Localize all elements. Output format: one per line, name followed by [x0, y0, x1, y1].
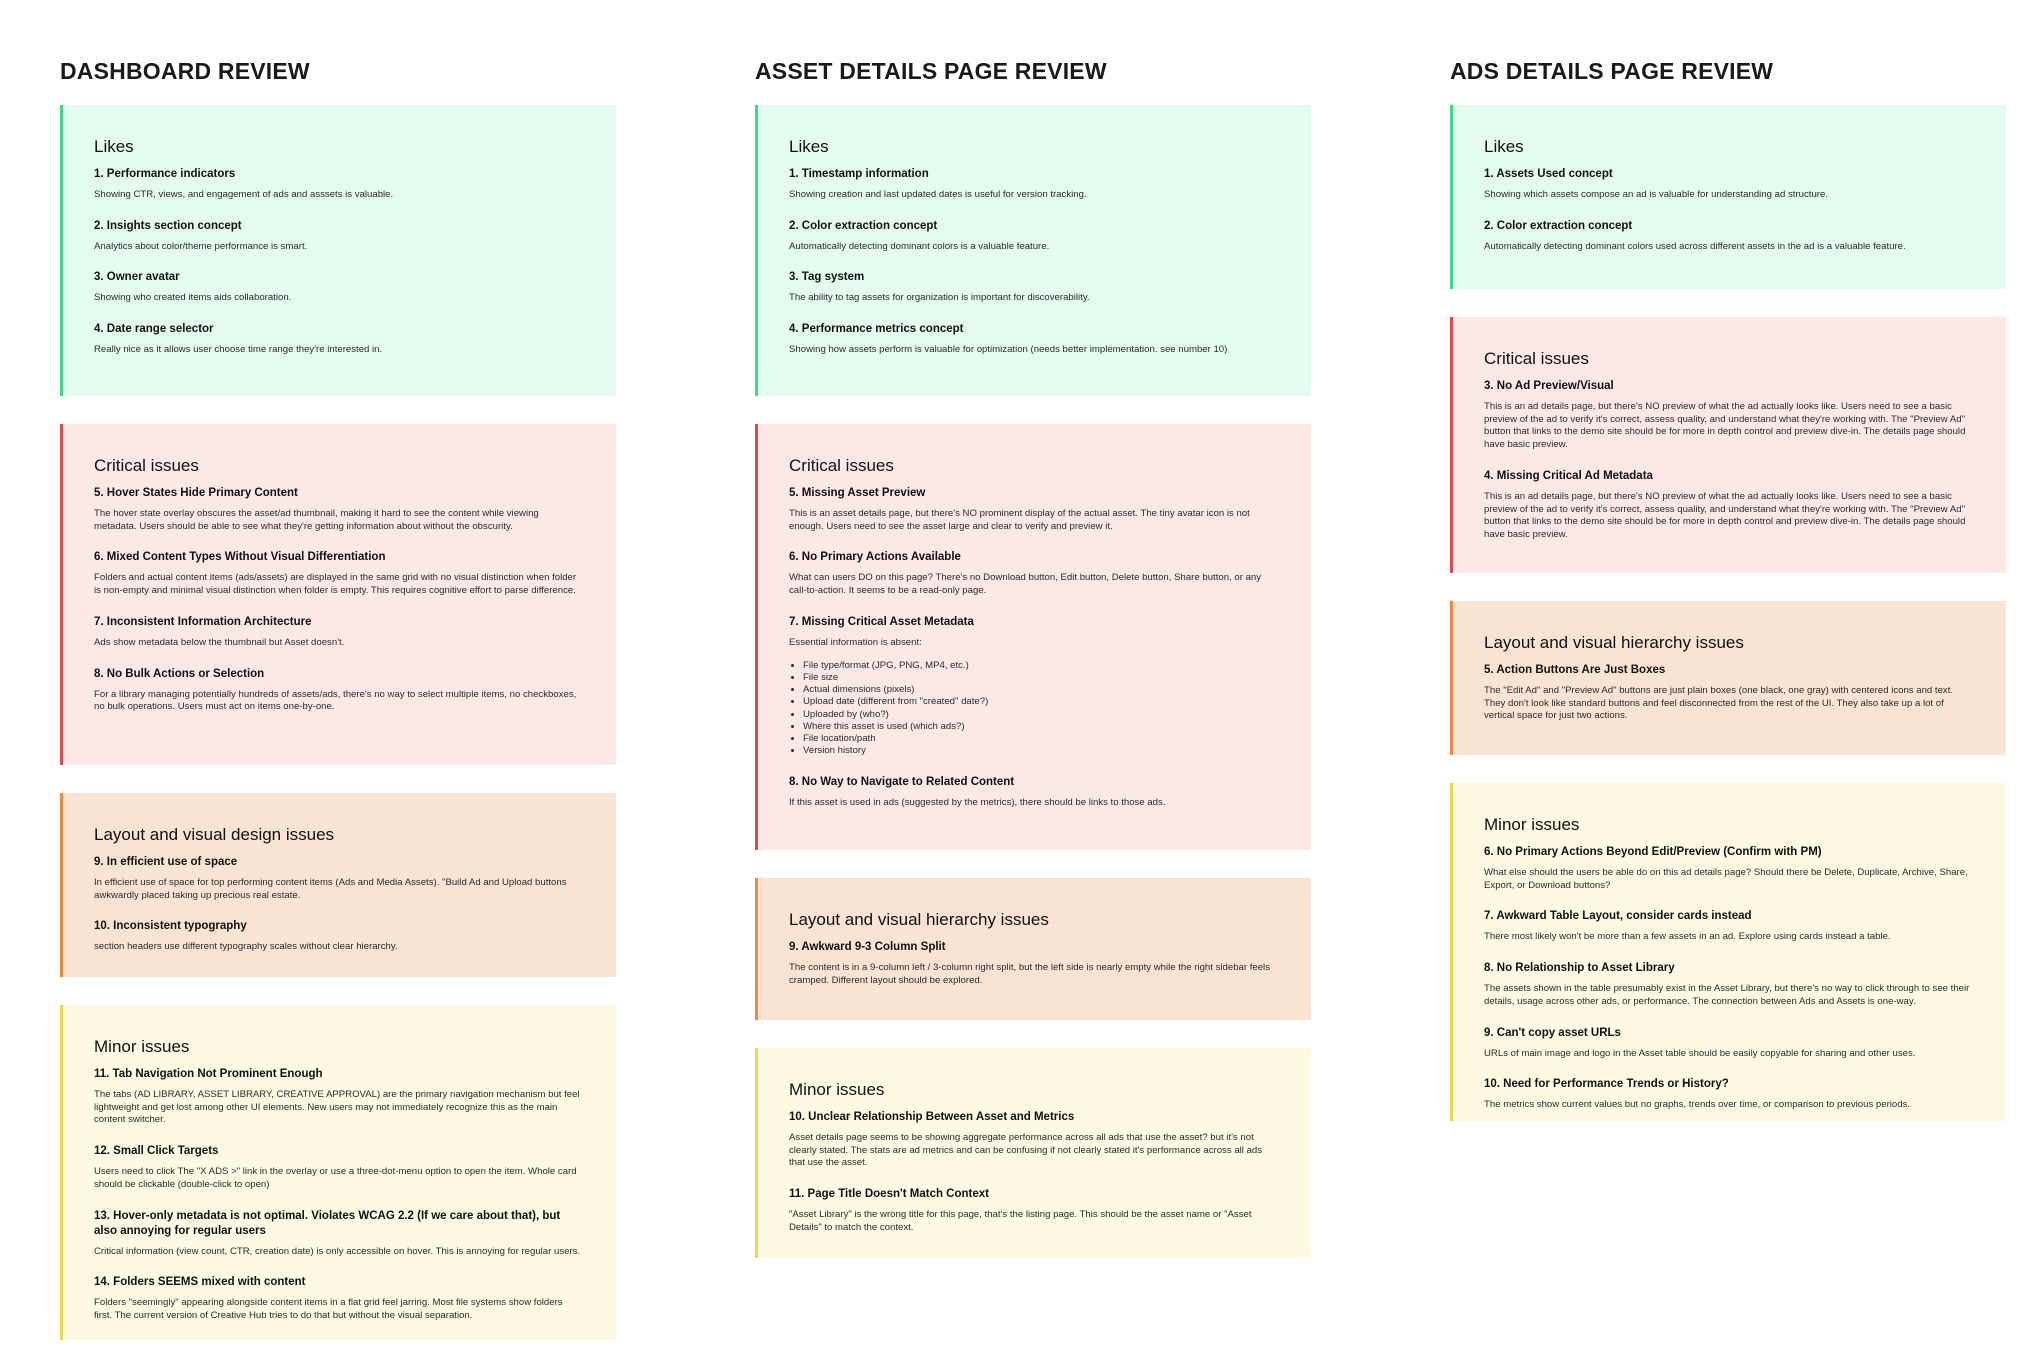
item-description: If this asset is used in ads (suggested by the metrics), there should be links to those ads. — [789, 796, 1166, 808]
item-description: The "Edit Ad" and "Preview Ad" buttons are just plain boxes (one black, one gray) with centered icons and text. They don't look like standard buttons and feel disconnected from the rest of the UI. They also take up a lot of vertical space for just two actions. — [1484, 684, 1954, 722]
item-title: 4. Performance metrics concept — [789, 323, 964, 336]
column-title: DASHBOARD REVIEW — [60, 58, 310, 84]
item-title: 8. No Relationship to Asset Library — [1484, 962, 1675, 975]
list-item — [1484, 469, 1972, 542]
list-item — [1484, 845, 1972, 892]
card-heading: Minor issues — [789, 1080, 885, 1099]
item-title: 11. Tab Navigation Not Prominent Enough — [94, 1068, 323, 1080]
item-title: 9. In efficient use of space — [94, 856, 238, 868]
item-description: URLs of main image and logo in the Asset table should be easily copyable for sharing and other uses. — [1484, 1047, 1916, 1059]
item-title: 9. Can't copy asset URLs — [1484, 1026, 1621, 1039]
minor-issues-card — [755, 1048, 1311, 1258]
list-item — [789, 322, 1277, 357]
list-item — [94, 667, 582, 714]
item-title: 7. Inconsistent Information Architecture — [94, 615, 312, 628]
item-description: Showing creation and last updated dates is useful for version tracking. — [789, 188, 1087, 200]
card-heading: Minor issues — [94, 1037, 190, 1056]
list-item — [1484, 1077, 1972, 1112]
list-item — [1484, 219, 1972, 254]
item-description: In efficient use of space for top performing content items (Ads and Media Assets). "Build Ad and Upload buttons awkwardly placed taking up precious real estate. — [94, 876, 567, 901]
list-item — [789, 270, 1277, 305]
list-item — [789, 219, 1277, 254]
item-title: 9. Awkward 9-3 Column Split — [789, 941, 946, 953]
item-title: 10. Need for Performance Trends or History? — [1484, 1078, 1729, 1091]
item-description: Analytics about color/theme performance is smart. — [94, 240, 308, 252]
item-description: Folders "seemingly" appearing alongside content items in a flat grid feel jarring. Most file systems show folders first. The current version of Creative Hub tries to do that but without the visual separation. — [94, 1297, 563, 1321]
list-bullet: • Uploaded by (who?) — [803, 709, 1277, 721]
list-bullet: • File location/path — [803, 733, 1277, 745]
item-title: 11. Page Title Doesn't Match Context — [789, 1188, 989, 1201]
item-title: 3. Owner avatar — [94, 271, 180, 284]
item-description: Automatically detecting dominant colors is a valuable feature. — [789, 240, 1050, 252]
list-item — [1484, 909, 1972, 944]
item-description: The hover state overlay obscures the asset/ad thumbnail, making it hard to see the content while viewing metadata. Users should be able to see what they're getting information about without the obscurity. — [94, 507, 539, 532]
item-description: section headers use different typography scales without clear hierarchy. — [94, 941, 398, 953]
item-title: 2. Color extraction concept — [789, 219, 938, 232]
list-item — [1484, 379, 1972, 452]
list-bullet: • Where this asset is used (which ads?) — [803, 721, 1277, 733]
column-title: ASSET DETAILS PAGE REVIEW — [755, 58, 1107, 84]
item-description: Really nice as it allows user choose time range they're interested in. — [94, 344, 383, 355]
item-title: 10. Inconsistent typography — [94, 920, 247, 933]
list-item — [94, 167, 582, 202]
likes-card — [60, 105, 616, 396]
item-description: For a library managing potentially hundreds of assets/ads, there's no way to select multiple items, no checkboxes, no bulk operations. Users must act on items one-by-one. — [94, 688, 577, 713]
item-description: What else should the users be able do on this ad details page? Should there be Delete, Duplicate, Archive, Share, Export, or Download buttons? — [1484, 866, 1968, 891]
item-description: This is an asset details page, but there's NO prominent display of the actual asset. The tiny avatar icon is not enough. Users need to see the asset large and clear to verify and preview it. — [789, 507, 1250, 532]
item-description: The ability to tag assets for organization is important for discoverability. — [789, 292, 1090, 304]
item-title: 8. No Way to Navigate to Related Content — [789, 775, 1015, 788]
layout-issues-card — [60, 793, 616, 977]
list-bullet: • Version history — [803, 745, 1277, 757]
item-title: 4. Missing Critical Ad Metadata — [1484, 469, 1653, 482]
minor-issues-card — [1450, 783, 2006, 1121]
card-heading: Critical issues — [94, 456, 199, 475]
item-title: 1. Assets Used concept — [1484, 168, 1613, 180]
item-description: The tabs (AD LIBRARY, ASSET LIBRARY, CREATIVE APPROVAL) are the primary navigation mechanism but feel lightweight and get lost among other UI elements. New users may not immediately recognize this as the main content switcher. — [94, 1088, 580, 1126]
critical-issues-card — [1450, 317, 2006, 573]
list-item — [94, 615, 582, 650]
item-description: Showing CTR, views, and engagement of ads and asssets is valuable. — [94, 188, 394, 200]
likes-card — [755, 105, 1311, 396]
item-description: Showing which assets compose an ad is valuable for understanding ad structure. — [1484, 188, 1828, 200]
item-title: 2. Insights section concept — [94, 219, 242, 232]
item-description: Showing how assets perform is valuable for optimization (needs better implementation. see number 10) — [789, 344, 1228, 355]
card-heading: Layout and visual hierarchy issues — [789, 910, 1049, 929]
item-title: 1. Performance indicators — [94, 168, 236, 180]
list-bullet: • File type/format (JPG, PNG, MP4, etc.) — [803, 660, 1277, 672]
item-title: 3. Tag system — [789, 271, 865, 284]
list-item — [94, 1144, 582, 1191]
card-heading: Layout and visual hierarchy issues — [1484, 633, 1744, 652]
item-description: The metrics show current values but no graphs, trends over time, or comparison to previous periods. — [1484, 1099, 1911, 1111]
card-heading: Critical issues — [1484, 349, 1589, 368]
item-title: 14. Folders SEEMS mixed with content — [94, 1276, 306, 1289]
item-description: Asset details page seems to be showing aggregate performance across all ads that use the asset? but it's not clearly stated. The stats are ad metrics and can be confusing if not clearly stated it's performance across all ads that use the asset. — [789, 1131, 1263, 1169]
critical-issues-card — [755, 424, 1311, 850]
item-description: Showing who created items aids collaboration. — [94, 292, 292, 304]
card-heading: Likes — [789, 137, 829, 156]
item-description: Essential information is absent: — [789, 636, 922, 648]
list-item — [94, 322, 582, 357]
list-item — [94, 486, 582, 533]
card-heading: Layout and visual design issues — [94, 825, 335, 844]
item-title: 12. Small Click Targets — [94, 1145, 219, 1158]
list-item — [94, 919, 582, 954]
item-title: 1. Timestamp information — [789, 168, 929, 180]
item-description: The assets shown in the table presumably exist in the Asset Library, but there's no way to click through to see their details, usage across other ads, or performance. The connection between Ads and Assets is one-way. — [1484, 983, 1970, 1007]
item-description: Ads show metadata below the thumbnail but Asset doesn't. — [94, 636, 345, 648]
list-item — [789, 1110, 1277, 1170]
list-item — [789, 550, 1277, 597]
item-title: 7. Awkward Table Layout, consider cards instead — [1484, 910, 1752, 923]
item-description: What can users DO on this page? There's no Download button, Edit button, Delete button, Share button, or any call-to-action. It seems to be a read-only page. — [789, 572, 1262, 597]
list-item — [94, 1275, 582, 1322]
item-description: Folders and actual content items (ads/assets) are displayed in the same grid with no visual distinction when folder is non-empty and minimal visual distinction when folder is empty. This requires cognitive effort to parse difference. — [94, 572, 577, 597]
card-heading: Likes — [94, 137, 134, 156]
list-bullet: • File size — [803, 672, 1277, 684]
item-title: 7. Missing Critical Asset Metadata — [789, 615, 974, 628]
missing-metadata-list — [789, 660, 1277, 758]
list-item — [789, 167, 1277, 202]
critical-issues-card — [60, 424, 616, 765]
list-item — [1484, 663, 1972, 723]
item-description: The content is in a 9-column left / 3-column right split, but the left side is nearly empty while the right sidebar feels cramped. Different layout should be explored. — [789, 961, 1270, 986]
item-title: 10. Unclear Relationship Between Asset and Metrics — [789, 1111, 1075, 1123]
card-heading: Minor issues — [1484, 815, 1580, 834]
card-heading: Likes — [1484, 137, 1524, 156]
item-description: "Asset Library" is the wrong title for this page, that's the listing page. This should be the asset name or "Asset Details" to match the context. — [789, 1209, 1252, 1233]
list-item — [94, 855, 582, 902]
list-item — [789, 486, 1277, 533]
list-item — [94, 550, 582, 597]
column-title: ADS DETAILS PAGE REVIEW — [1450, 58, 1774, 84]
item-description: This is an ad details page, but there's NO preview of what the ad actually looks like. Users need to see a basic preview of the ad to verify it's correct, assess quality, and understand what they're working with. The "Preview Ad" button that links to the demo site should be for more in depth control and preview dive-in. The details page should have basic preview. — [1484, 400, 1966, 451]
item-description: There most likely won't be more than a few assets in an ad. Explore using cards instead a table. — [1484, 931, 1891, 943]
item-title: 3. No Ad Preview/Visual — [1484, 380, 1614, 392]
item-title: 8. No Bulk Actions or Selection — [94, 667, 265, 680]
item-description: Critical information (view count, CTR, creation date) is only accessible on hover. This is annoying for regular users. — [94, 1245, 581, 1257]
item-title: 4. Date range selector — [94, 323, 214, 336]
list-bullet: • Actual dimensions (pixels) — [803, 684, 1277, 696]
list-item — [94, 270, 582, 305]
item-description: Automatically detecting dominant colors used across different assets in the ad is a valuable feature. — [1484, 240, 1906, 252]
layout-issues-card — [755, 878, 1311, 1020]
item-title: 6. No Primary Actions Beyond Edit/Preview (Confirm with PM) — [1484, 846, 1822, 858]
item-description: This is an ad details page, but there's NO preview of what the ad actually looks like. Users need to see a basic preview of the ad to verify it's correct, assess quality, and understand what they're working with. The "Preview Ad" button that links to the demo site should be for more in depth control and preview dive-in. The details page should have basic preview. — [1484, 490, 1966, 541]
card-heading: Critical issues — [789, 456, 894, 475]
item-title: 13. Hover-only metadata is not optimal. Violates WCAG 2.2 (If we care about that), but also annoying for regular users — [94, 1209, 561, 1237]
list-item — [1484, 167, 1972, 202]
item-title: 2. Color extraction concept — [1484, 219, 1633, 232]
list-item — [789, 775, 1277, 810]
item-title: 5. Missing Asset Preview — [789, 487, 926, 499]
item-title: 6. Mixed Content Types Without Visual Differentiation — [94, 551, 386, 564]
likes-card — [1450, 105, 2006, 289]
list-item — [94, 219, 582, 254]
item-title: 5. Hover States Hide Primary Content — [94, 487, 298, 499]
layout-issues-card — [1450, 601, 2006, 755]
list-item — [789, 1187, 1277, 1234]
item-title: 5. Action Buttons Are Just Boxes — [1484, 664, 1666, 676]
list-item — [94, 1067, 582, 1127]
minor-issues-card — [60, 1005, 616, 1340]
item-description: Users need to click The "X ADS >" link in the overlay or use a three-dot-menu option to open the item. Whole card should be clickable (double-click to open) — [94, 1166, 577, 1190]
list-item — [789, 940, 1277, 987]
item-title: 6. No Primary Actions Available — [789, 551, 961, 564]
list-item — [789, 615, 1277, 758]
list-item — [1484, 1026, 1972, 1061]
list-bullet: • Upload date (different from "created" date?) — [803, 696, 1277, 708]
list-item — [1484, 961, 1972, 1008]
list-item — [94, 1209, 582, 1259]
